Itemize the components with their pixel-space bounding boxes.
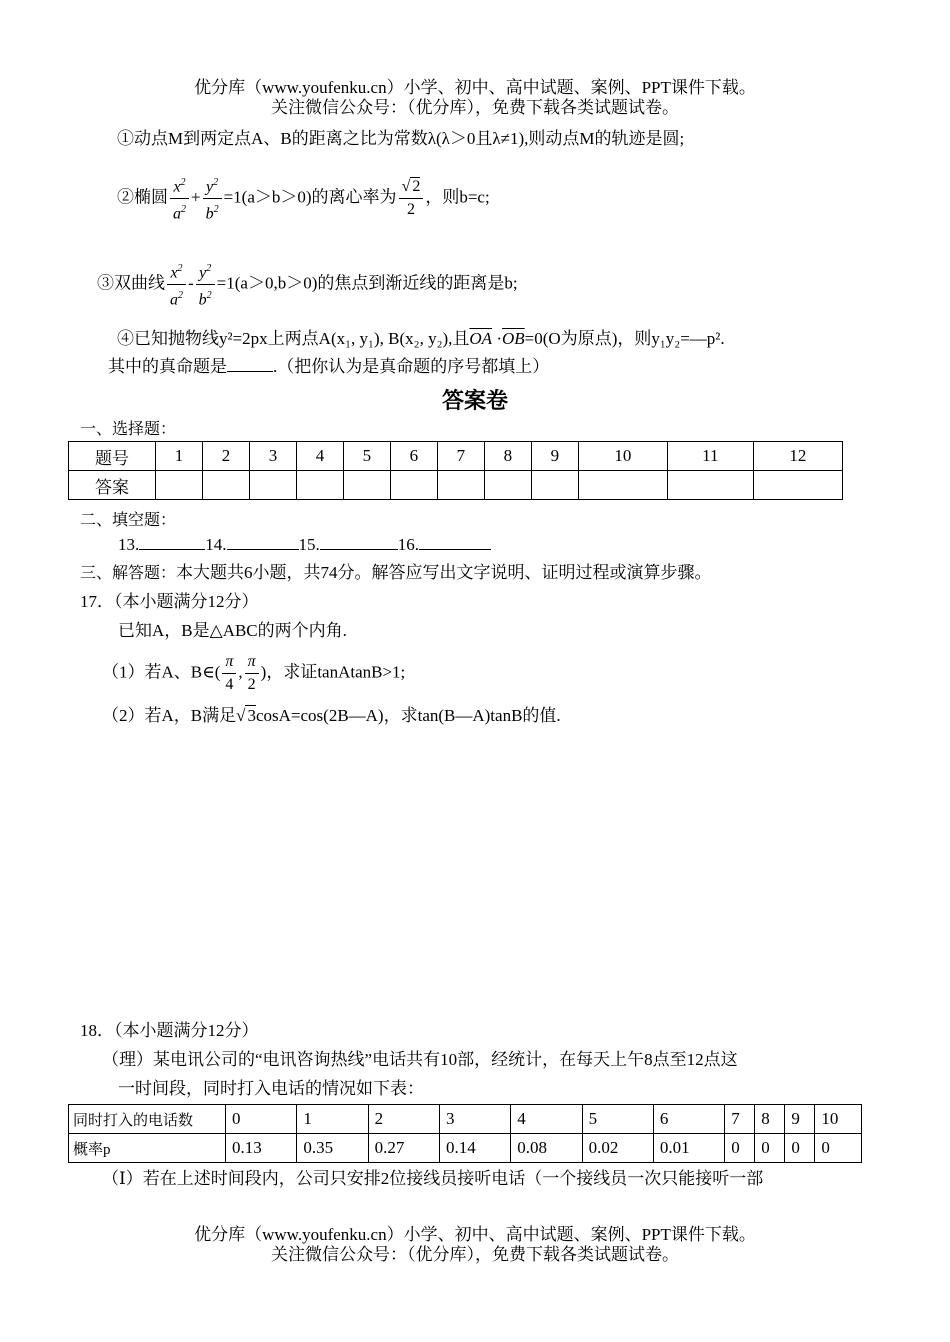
choice-table-cell: 11	[667, 442, 753, 471]
choice-table-cell: 7	[437, 442, 484, 471]
q18-line-2: 一时间段，同时打入电话的情况如下表：	[118, 1079, 424, 1098]
calls-cell: 8	[755, 1105, 785, 1134]
probability-cell: 0.02	[582, 1134, 653, 1163]
q18-part-1: （Ⅰ）若在上述时间段内，公司只安排2位接线员接听电话（一个接线员一次只能接听一部	[102, 1169, 764, 1188]
section-2-heading: 二、填空题：	[80, 510, 177, 529]
q16-answer-blank[interactable]	[227, 357, 273, 372]
vector-oa: $\overline{OA}$	[469, 329, 493, 348]
choice-answer-cell[interactable]	[531, 471, 578, 500]
q16-item-2: ②椭圆 $\frac{x^2}{a^2}$ + $\frac{y^2}{b^2}$ =1(a＞b＞0)的离心率为 $\frac{√ 2}{2}$ ，则b=c;	[117, 172, 490, 226]
fraction-x2-a2: $\frac{x^2}{a^2}$	[170, 172, 189, 226]
calls-cell: 7	[725, 1105, 755, 1134]
fill-blank-line	[118, 534, 491, 556]
choice-table-cell: 题号	[69, 442, 156, 471]
choice-table-cell: 3	[249, 442, 296, 471]
q17-part-1-pre: （1）若A、B∈(	[102, 662, 221, 682]
q16-item-4-post: =0(O为原点)，则y₁y₂=—p².	[524, 329, 725, 348]
calls-cell: 10	[815, 1105, 862, 1134]
choice-table-header-row	[69, 442, 843, 471]
fraction-x2-a2-hyperbola: $\frac{x^2}{a^2}$	[167, 258, 186, 312]
choice-table-answer-row	[69, 471, 843, 500]
choice-answer-cell[interactable]	[390, 471, 437, 500]
choice-answer-cell[interactable]	[156, 471, 203, 500]
q16-item-4: ④已知抛物线y²=2px上两点A(x₁, y₁), B(x₂, y₂),且$\overline{OA} \cdot\overline{OB}=0(O$为原点)，则y₁y₂=—p².	[117, 329, 725, 348]
blank-13[interactable]	[139, 535, 205, 550]
fraction-sqrt2-over-2: $\frac{√ 2}{2}$	[399, 176, 424, 221]
probability-cell: 0.08	[511, 1134, 582, 1163]
probability-cell: 0	[725, 1134, 755, 1163]
choice-table-cell: 5	[343, 442, 390, 471]
q16-item-3-post: =1(a＞0,b＞0)的焦点到渐近线的距离是b;	[216, 273, 518, 293]
q18-line-1: （理）某电讯公司的“电讯咨询热线”电话共有10部，经统计，在每天上午8点至12点这	[102, 1050, 738, 1069]
q17-heading: 17．（本小题满分12分）	[80, 592, 259, 611]
q16-prompt-post: .（把你认为是真命题的序号都填上）	[273, 357, 550, 376]
choice-answer-cell[interactable]	[296, 471, 343, 500]
blank-label-16: 16.	[397, 535, 419, 554]
fraction-y2-b2-hyperbola: $\frac{y^2}{b^2}$	[196, 258, 215, 312]
q16-item-3-pre: ③双曲线	[97, 273, 165, 293]
probability-cell: 0.27	[368, 1134, 439, 1163]
q16-item-4-pre: ④已知抛物线y²=2px上两点A(x₁, y₁), B(x₂, y₂),且	[117, 329, 470, 348]
probability-cell: 0	[815, 1134, 862, 1163]
footer-line-2: 关注微信公众号：（优分库），免费下载各类试题试卷。	[271, 1245, 679, 1264]
q16-item-1: ①动点M到两定点A、B的距离之比为常数λ(λ＞0且λ≠1),则动点M的轨迹是圆;	[117, 129, 685, 148]
probability-cell: 0	[755, 1134, 785, 1163]
vector-ob: $\overline{OB}$	[502, 329, 525, 348]
choice-table-cell: 10	[578, 442, 667, 471]
q16-item-3: ③双曲线 $\frac{x^2}{a^2}$ - $\frac{y^2}{b^2}$ =1(a＞0,b＞0)的焦点到渐近线的距离是b;	[97, 258, 518, 312]
q16-prompt	[108, 356, 549, 378]
header-line-1: 优分库（www.youfenku.cn）小学、初中、高中试题、案例、PPT课件下载。	[194, 78, 756, 97]
blank-label-15: 15.	[298, 535, 320, 554]
calls-cell: 6	[653, 1105, 724, 1134]
q17-part-1: （1）若A、B∈( $\frac{\pi}{4}$ , $\frac{\pi}{2}$ )，求证tanAtanB>1;	[102, 651, 405, 696]
q17-part-2-pre: （2）若A，B满足	[102, 706, 237, 725]
calls-row	[69, 1105, 862, 1134]
q16-item-2-mid: =1(a＞b＞0)的离心率为	[223, 187, 397, 207]
choice-answer-cell[interactable]	[578, 471, 667, 500]
section-3-heading	[80, 562, 712, 584]
q17-part-2	[102, 705, 561, 727]
fraction-pi-over-4: $\frac{\pi}{4}$	[222, 651, 236, 696]
probability-cell: 0	[785, 1134, 815, 1163]
header-line-2: 关注微信公众号：（优分库），免费下载各类试题试卷。	[271, 98, 679, 117]
probability-cell: 0.01	[653, 1134, 724, 1163]
choice-answer-table	[68, 441, 843, 500]
footer-line-1: 优分库（www.youfenku.cn）小学、初中、高中试题、案例、PPT课件下载。	[194, 1225, 756, 1244]
choice-table-cell: 4	[296, 442, 343, 471]
fraction-pi-over-2: $\frac{\pi}{2}$	[245, 651, 259, 696]
calls-cell: 3	[439, 1105, 510, 1134]
blank-15[interactable]	[320, 535, 398, 550]
section-1-heading: 一、选择题：	[80, 419, 177, 438]
choice-table-cell: 12	[753, 442, 842, 471]
choice-table-cell: 6	[390, 442, 437, 471]
probability-row	[69, 1134, 862, 1163]
calls-cell: 9	[785, 1105, 815, 1134]
q16-prompt-pre: 其中的真命题是	[108, 357, 227, 376]
q16-item-2-pre: ②椭圆	[117, 187, 168, 207]
sqrt-3: √ 3	[236, 706, 256, 725]
choice-answer-cell[interactable]	[437, 471, 484, 500]
calls-cell: 4	[511, 1105, 582, 1134]
probability-row-label: 概率p	[69, 1134, 226, 1163]
choice-answer-cell[interactable]	[202, 471, 249, 500]
probability-cell: 0.35	[297, 1134, 368, 1163]
choice-table-cell: 2	[202, 442, 249, 471]
answer-sheet-title: 答案卷	[441, 389, 508, 414]
q17-intro: 已知A，B是△ABC的两个内角.	[118, 621, 347, 640]
probability-cell: 0.13	[226, 1134, 297, 1163]
q17-part-1-post: )，求证tanAtanB>1;	[260, 662, 406, 682]
q17-part-2-post: cosA=cos(2B—A)，求tan(B—A)tanB的值.	[255, 706, 561, 725]
calls-cell: 0	[226, 1105, 297, 1134]
blank-16[interactable]	[419, 535, 491, 550]
choice-answer-label: 答案	[69, 471, 156, 500]
choice-answer-cell[interactable]	[667, 471, 753, 500]
choice-table-cell: 9	[531, 442, 578, 471]
blank-label-13: 13.	[118, 535, 140, 554]
q18-heading: 18．（本小题满分12分）	[80, 1021, 259, 1040]
calls-row-label: 同时打入的电话数	[69, 1105, 226, 1134]
q16-item-2-post: ，则b=c;	[425, 187, 490, 207]
section-3-label: 三、解答题：	[80, 563, 177, 582]
choice-table-cell: 1	[156, 442, 203, 471]
calls-cell: 1	[297, 1105, 368, 1134]
blank-14[interactable]	[227, 535, 299, 550]
fraction-y2-b2: $\frac{y^2}{b^2}$	[203, 172, 222, 226]
call-probability-table	[68, 1104, 862, 1163]
choice-answer-cell[interactable]	[753, 471, 842, 500]
choice-answer-cell[interactable]	[249, 471, 296, 500]
probability-cell: 0.14	[439, 1134, 510, 1163]
calls-cell: 5	[582, 1105, 653, 1134]
choice-answer-cell[interactable]	[343, 471, 390, 500]
blank-label-14: 14.	[205, 535, 227, 554]
choice-table-cell: 8	[484, 442, 531, 471]
choice-answer-cell[interactable]	[484, 471, 531, 500]
section-3-text: 本大题共6小题，共74分。解答应写出文字说明、证明过程或演算步骤。	[176, 563, 712, 582]
calls-cell: 2	[368, 1105, 439, 1134]
